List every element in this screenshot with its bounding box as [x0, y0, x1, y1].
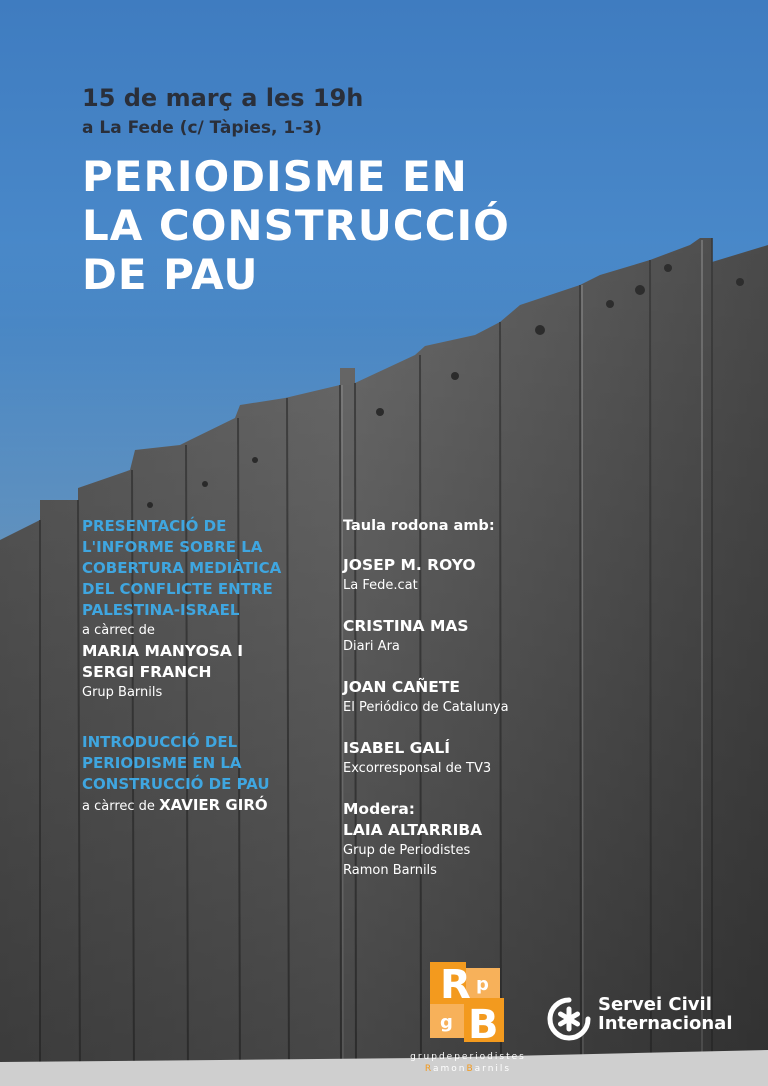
panelist — [343, 616, 623, 657]
panelist-org: La Fede.cat — [343, 578, 418, 593]
panelist — [343, 555, 623, 596]
by-line — [82, 795, 332, 817]
rb-logo-letter: B — [468, 1002, 499, 1046]
section-presentation — [82, 516, 332, 703]
rb-caption-line: grupdeperiodistes — [410, 1052, 526, 1062]
by-label: a càrrec de — [82, 799, 155, 814]
section-title-line: INTRODUCCIÓ DEL — [82, 733, 238, 751]
rb-logo-caption — [393, 1051, 543, 1075]
section-introduction — [82, 732, 332, 817]
moderator-label: Modera: — [343, 800, 415, 818]
rb-logo-letter: g — [440, 1012, 453, 1033]
section-title-line: PALESTINA-ISRAEL — [82, 601, 240, 619]
panelist — [343, 738, 623, 779]
section-title-line: CONSTRUCCIÓ DE PAU — [82, 775, 270, 793]
speaker-org: Grup Barnils — [82, 685, 163, 700]
event-title-line: PERIODISME EN — [82, 152, 468, 201]
section-title-line: PERIODISME EN LA — [82, 754, 242, 772]
moderator-org-line: Grup de Periodistes — [343, 843, 471, 858]
event-title-line: LA CONSTRUCCIÓ — [82, 201, 510, 250]
rb-logo — [420, 958, 510, 1046]
sci-asterisk-icon — [546, 996, 592, 1042]
speaker-name-line: SERGI FRANCH — [82, 663, 212, 681]
panelist-org: Diari Ara — [343, 639, 400, 654]
section-title-line: COBERTURA MEDIÀTICA — [82, 559, 282, 577]
speaker-name-line: MARIA MANYOSA I — [82, 642, 244, 660]
section-title-line: PRESENTACIÓ DE — [82, 517, 227, 535]
event-venue: a La Fede (c/ Tàpies, 1-3) — [82, 118, 322, 138]
panelist-org: El Periódico de Catalunya — [343, 700, 509, 715]
by-label: a càrrec de — [82, 623, 155, 638]
moderator-name: LAIA ALTARRIBA — [343, 821, 483, 839]
panelist — [343, 677, 623, 718]
round-table-heading: Taula rodona amb: — [343, 518, 495, 534]
moderator-org-line: Ramon Barnils — [343, 863, 437, 878]
sci-logo-line: Servei Civil — [598, 994, 712, 1015]
sci-logo-line: Internacional — [598, 1013, 733, 1034]
event-date: 15 de març a les 19h — [82, 84, 364, 112]
rb-logo-letter: p — [476, 974, 489, 995]
rb-caption-line: RamonBarnils — [424, 1064, 512, 1074]
rb-logo-letter: R — [440, 962, 471, 1008]
panelist-name: CRISTINA MAS — [343, 617, 469, 635]
moderator — [343, 799, 623, 881]
section-title-line: DEL CONFLICTE ENTRE — [82, 580, 273, 598]
round-table — [343, 516, 623, 881]
event-title-line: DE PAU — [82, 250, 259, 299]
panelist-name: JOSEP M. ROYO — [343, 556, 476, 574]
sci-logo-text — [598, 995, 733, 1033]
panelist-name: ISABEL GALÍ — [343, 739, 450, 757]
speaker-name: XAVIER GIRÓ — [159, 796, 268, 814]
panelist-org: Excorresponsal de TV3 — [343, 761, 492, 776]
section-title-line: L'INFORME SOBRE LA — [82, 538, 263, 556]
panelist-name: JOAN CAÑETE — [343, 678, 460, 696]
event-title — [82, 152, 510, 299]
